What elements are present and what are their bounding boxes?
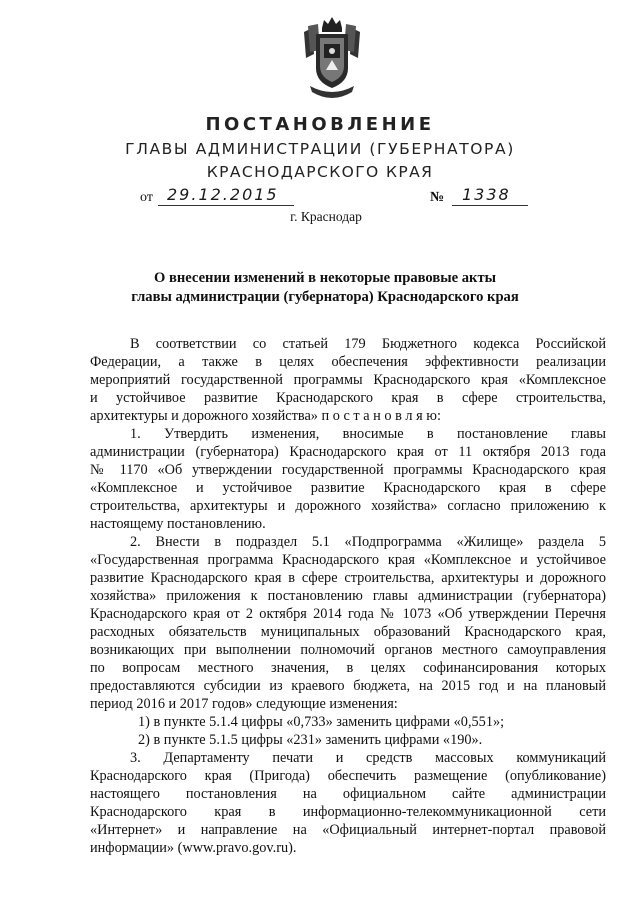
body-line: по вопросам местного значения, в целях софинансирования которых bbox=[90, 660, 606, 676]
body-line: 3. Департаменту печати и средств массовых коммуникаций bbox=[130, 750, 606, 766]
body-line: администрации (губернатора) Краснодарского края от 11 октября 2013 года bbox=[90, 444, 606, 460]
body-line: Федерации, а также в целях обеспечения эффективности реализации bbox=[90, 354, 606, 370]
body-line: 2. Внести в подраздел 5.1 «Подпрограмма «Жилище» раздела 5 bbox=[130, 534, 606, 550]
document-date: 29.12.2015 bbox=[167, 185, 279, 204]
region-heading: КРАСНОДАРСКОГО КРАЯ bbox=[206, 163, 434, 181]
document-type-heading: ПОСТАНОВЛЕНИЕ bbox=[205, 114, 435, 135]
body-line: возникающих при выполнении полномочий органов местного самоуправления bbox=[90, 642, 606, 658]
document-title-line-1: О внесении изменений в некоторые правовые акты bbox=[153, 270, 497, 286]
body-line: развитие Краснодарского края в сфере строительства, архитектуры и дорожного bbox=[90, 570, 606, 586]
body-line: период 2016 и 2017 годов» следующие изменения: bbox=[90, 696, 398, 712]
body-line: хозяйства» приложения к постановлению главы администрации (губернатора) bbox=[90, 588, 606, 604]
issuer-heading: ГЛАВЫ АДМИНИСТРАЦИИ (ГУБЕРНАТОРА) bbox=[125, 140, 515, 158]
body-line: строительства, архитектуры и дорожного хозяйства» согласно приложению к bbox=[90, 498, 606, 514]
body-line: Краснодарского края от 2 октября 2014 года № 1073 «Об утверждении Перечня bbox=[90, 606, 606, 622]
body-line: Краснодарского края (Пригода) обеспечить размещение (опубликование) bbox=[90, 768, 606, 784]
body-line: настоящему постановлению. bbox=[90, 516, 266, 532]
body-line: предоставляются субсидии из краевого бюджета, на 2015 год и на плановый bbox=[90, 678, 606, 694]
city-label: г. Краснодар bbox=[290, 209, 362, 224]
body-line: настоящего постановления на официальном сайте администрации bbox=[90, 786, 606, 802]
number-label: № bbox=[430, 190, 445, 205]
body-line: расходных обязательств муниципальных образований Краснодарского края, bbox=[90, 624, 606, 640]
body-line: и устойчивое развитие Краснодарского края в сфере строительства, bbox=[90, 390, 606, 406]
body-line: «Комплексное и устойчивое развитие Краснодарского края в сфере bbox=[90, 480, 606, 496]
body-line: архитектуры и дорожного хозяйства» п о с т а н о в л я ю: bbox=[90, 408, 441, 424]
body-line: «Интернет» и направление на «Официальный интернет-портал правовой bbox=[90, 822, 606, 838]
body-line: № 1170 «Об утверждении государственной программы Краснодарского края bbox=[90, 462, 606, 478]
krasnodar-coat-of-arms-icon bbox=[300, 14, 364, 102]
body-line: В соответствии со статьей 179 Бюджетного кодекса Российской bbox=[130, 336, 606, 352]
number-underline bbox=[452, 205, 528, 206]
document-title-line-2: главы администрации (губернатора) Краснодарского края bbox=[131, 289, 519, 305]
body-line: мероприятий государственной программы Краснодарского края «Комплексное bbox=[90, 372, 606, 388]
date-label: от bbox=[140, 190, 153, 205]
body-line: 2) в пункте 5.1.5 цифры «231» заменить цифрами «190». bbox=[138, 732, 483, 748]
date-underline bbox=[158, 205, 294, 206]
body-line: информации» (www.pravo.gov.ru). bbox=[90, 840, 297, 856]
body-line: 1) в пункте 5.1.4 цифры «0,733» заменить цифрами «0,551»; bbox=[138, 714, 505, 730]
body-line: 1. Утвердить изменения, вносимые в постановление главы bbox=[130, 426, 606, 442]
document-number: 1338 bbox=[462, 185, 511, 204]
body-line: «Государственная программа Краснодарского края «Комплексное и устойчивое bbox=[90, 552, 606, 568]
body-line: Краснодарского края в информационно-телекоммуникационной сети bbox=[90, 804, 606, 820]
